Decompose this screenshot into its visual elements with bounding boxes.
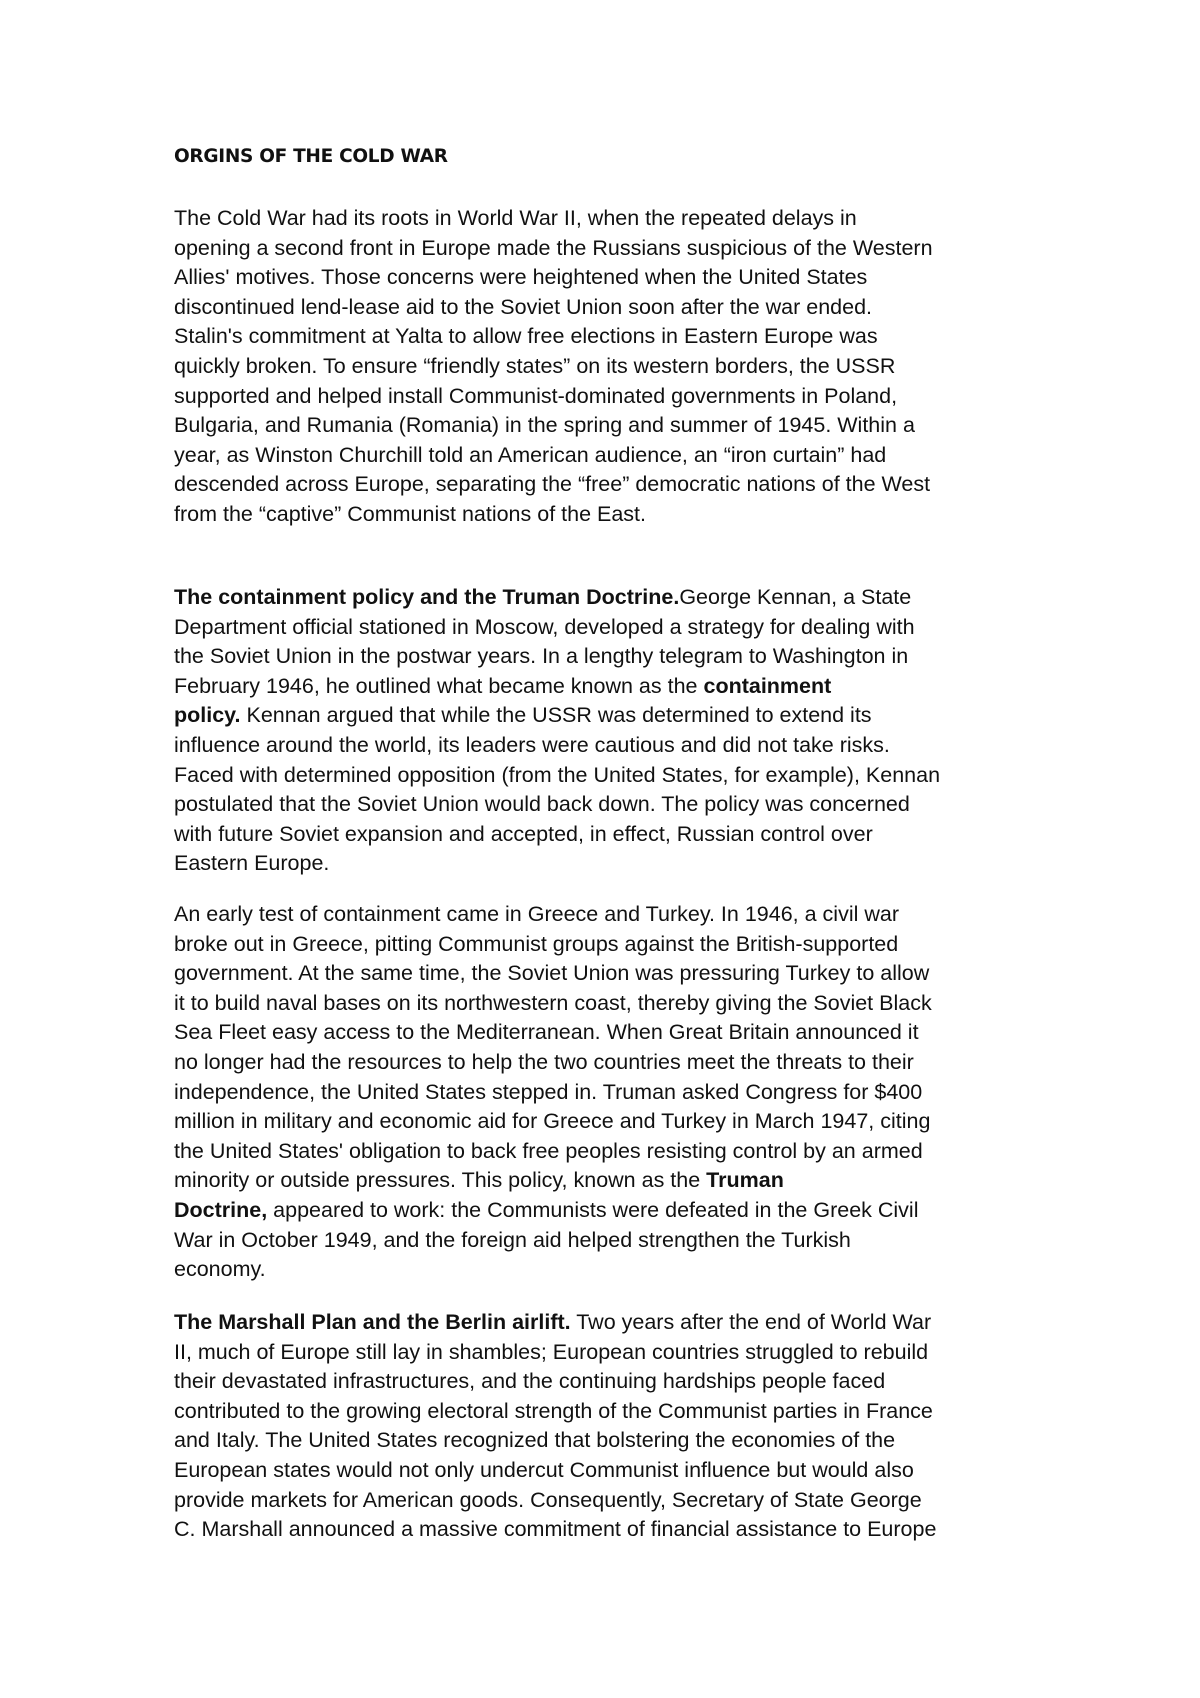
section-heading-marshall: The Marshall Plan and the Berlin airlift. bbox=[174, 1310, 571, 1334]
text-line: contributed to the growing electoral strength of the Communist parties in France bbox=[174, 1398, 933, 1423]
text-line: influence around the world, its leaders were cautious and did not take risks. bbox=[174, 732, 890, 757]
text-run: February 1946, he outlined what became known as the bbox=[174, 673, 704, 698]
text-line: Bulgaria, and Rumania (Romania) in the spring and summer of 1945. Within a bbox=[174, 413, 915, 438]
text-line: The Cold War had its roots in World War II, when the repeated delays in bbox=[174, 206, 857, 230]
bold-term: Doctrine, bbox=[174, 1197, 268, 1222]
text-line: Sea Fleet easy access to the Mediterranean. When Great Britain announced it bbox=[174, 1020, 919, 1045]
text-line: opening a second front in Europe made the Russians suspicious of the Western bbox=[174, 235, 933, 260]
text-line bbox=[174, 1308, 1044, 1338]
text-line: provide markets for American goods. Consequently, Secretary of State George bbox=[174, 1487, 922, 1512]
bold-term: policy. bbox=[174, 703, 241, 728]
text-line: it to build naval bases on its northwestern coast, thereby giving the Soviet Black bbox=[174, 990, 932, 1015]
section-heading-containment: The containment policy and the Truman Doctrine. bbox=[174, 585, 680, 609]
text-line: Allies' motives. Those concerns were heightened when the United States bbox=[174, 265, 868, 290]
text-run: Two years after the end of World War bbox=[570, 1310, 932, 1334]
text-line bbox=[174, 1196, 1044, 1226]
text-line: C. Marshall announced a massive commitment of financial assistance to Europe bbox=[174, 1517, 937, 1542]
paragraph-containment-policy bbox=[174, 583, 1044, 879]
text-line: quickly broken. To ensure “friendly states” on its western borders, the USSR bbox=[174, 353, 896, 378]
text-line: the Soviet Union in the postwar years. In a lengthy telegram to Washington in bbox=[174, 644, 909, 669]
text-line: European states would not only undercut Communist influence but would also bbox=[174, 1457, 914, 1482]
text-line: from the “captive” Communist nations of the East. bbox=[174, 501, 647, 526]
text-line: their devastated infrastructures, and the continuing hardships people faced bbox=[174, 1369, 886, 1394]
bold-term: Truman bbox=[706, 1168, 784, 1193]
text-line: broke out in Greece, pitting Communist groups against the British-supported bbox=[174, 931, 899, 956]
text-line: II, much of Europe still lay in shambles; European countries struggled to rebuild bbox=[174, 1339, 929, 1364]
text-line: economy. bbox=[174, 1257, 266, 1282]
text-line bbox=[174, 583, 1044, 613]
document-title: ORGINS OF THE COLD WAR bbox=[174, 146, 448, 167]
text-line: Department official stationed in Moscow, developed a strategy for dealing with bbox=[174, 614, 915, 639]
text-line: Stalin's commitment at Yalta to allow free elections in Eastern Europe was bbox=[174, 324, 878, 349]
text-line: million in military and economic aid for Greece and Turkey in March 1947, citing bbox=[174, 1109, 931, 1134]
text-run: Kennan argued that while the USSR was determined to extend its bbox=[240, 703, 872, 728]
text-line: no longer had the resources to help the two countries meet the threats to their bbox=[174, 1049, 914, 1074]
text-line bbox=[174, 672, 1044, 702]
text-line: descended across Europe, separating the “free” democratic nations of the West bbox=[174, 472, 931, 497]
text-line: Faced with determined opposition (from the United States, for example), Kennan bbox=[174, 762, 941, 787]
text-line: the United States' obligation to back free peoples resisting control by an armed bbox=[174, 1138, 923, 1163]
text-run: appeared to work: the Communists were defeated in the Greek Civil bbox=[267, 1197, 919, 1222]
paragraph-marshall-plan bbox=[174, 1308, 1044, 1545]
text-line: government. At the same time, the Soviet Union was pressuring Turkey to allow bbox=[174, 961, 930, 986]
text-line bbox=[174, 1166, 1044, 1196]
text-line: supported and helped install Communist-dominated governments in Poland, bbox=[174, 383, 898, 408]
text-line: War in October 1949, and the foreign aid helped strengthen the Turkish bbox=[174, 1227, 851, 1252]
text-line: year, as Winston Churchill told an American audience, an “iron curtain” had bbox=[174, 442, 887, 467]
text-line: An early test of containment came in Greece and Turkey. In 1946, a civil war bbox=[174, 902, 899, 926]
bold-term: containment bbox=[703, 673, 832, 698]
text-line: postulated that the Soviet Union would back down. The policy was concerned bbox=[174, 792, 910, 817]
text-line bbox=[174, 701, 1044, 731]
text-line: discontinued lend-lease aid to the Soviet Union soon after the war ended. bbox=[174, 294, 873, 319]
paragraph-greece-turkey bbox=[174, 900, 1044, 1285]
text-line: Eastern Europe. bbox=[174, 851, 330, 876]
text-line: with future Soviet expansion and accepted, in effect, Russian control over bbox=[174, 821, 873, 846]
text-line: and Italy. The United States recognized that bolstering the economies of the bbox=[174, 1428, 896, 1453]
text-run: George Kennan, a State bbox=[679, 585, 912, 609]
paragraph-cold-war-roots bbox=[174, 204, 1044, 530]
text-run: minority or outside pressures. This policy, known as the bbox=[174, 1168, 707, 1193]
text-line: independence, the United States stepped in. Truman asked Congress for $400 bbox=[174, 1079, 923, 1104]
